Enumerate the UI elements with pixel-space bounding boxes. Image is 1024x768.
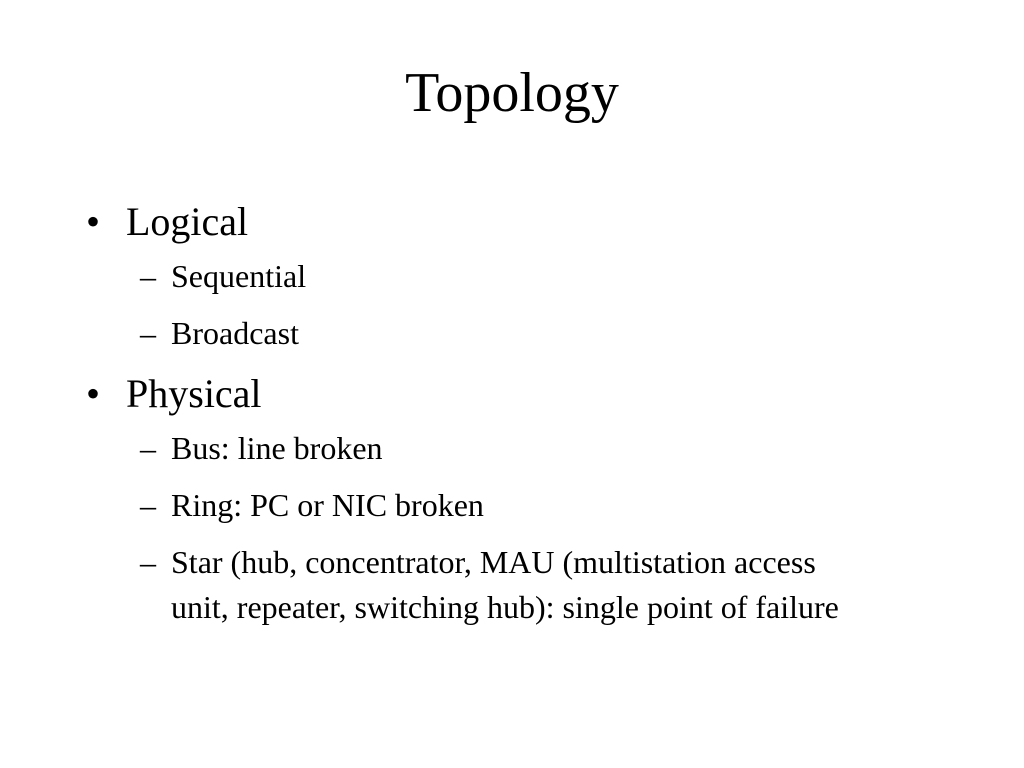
sub-item-sequential [86,254,946,299]
slide-content [86,196,946,642]
sub-item-text: Broadcast [171,315,299,351]
dash-marker: – [140,258,156,294]
slide-title: Topology [405,62,619,124]
sub-item-text: Sequential [171,258,307,294]
sub-item-text: Ring: PC or NIC broken [171,487,484,523]
bullet-marker: • [86,199,101,244]
bullet-text: Physical [126,371,262,416]
dash-marker: – [140,430,156,466]
sub-item-text: Star (hub, concentrator, MAU (multistation access unit, repeater, switching hub): single point of failure [171,544,839,625]
dash-marker: – [140,487,156,523]
sub-item-broadcast [86,311,946,356]
dash-marker: – [140,544,156,580]
sub-item-bus [86,426,946,471]
bullet-text: Logical [126,199,249,244]
bullet-logical [86,196,946,248]
bullet-physical [86,368,946,420]
dash-marker: – [140,315,156,351]
bullet-marker: • [86,371,101,416]
sub-list-logical [86,254,946,356]
sub-list-physical [86,426,946,630]
sub-item-star [86,540,946,630]
sub-item-text: Bus: line broken [171,430,383,466]
sub-item-ring [86,483,946,528]
